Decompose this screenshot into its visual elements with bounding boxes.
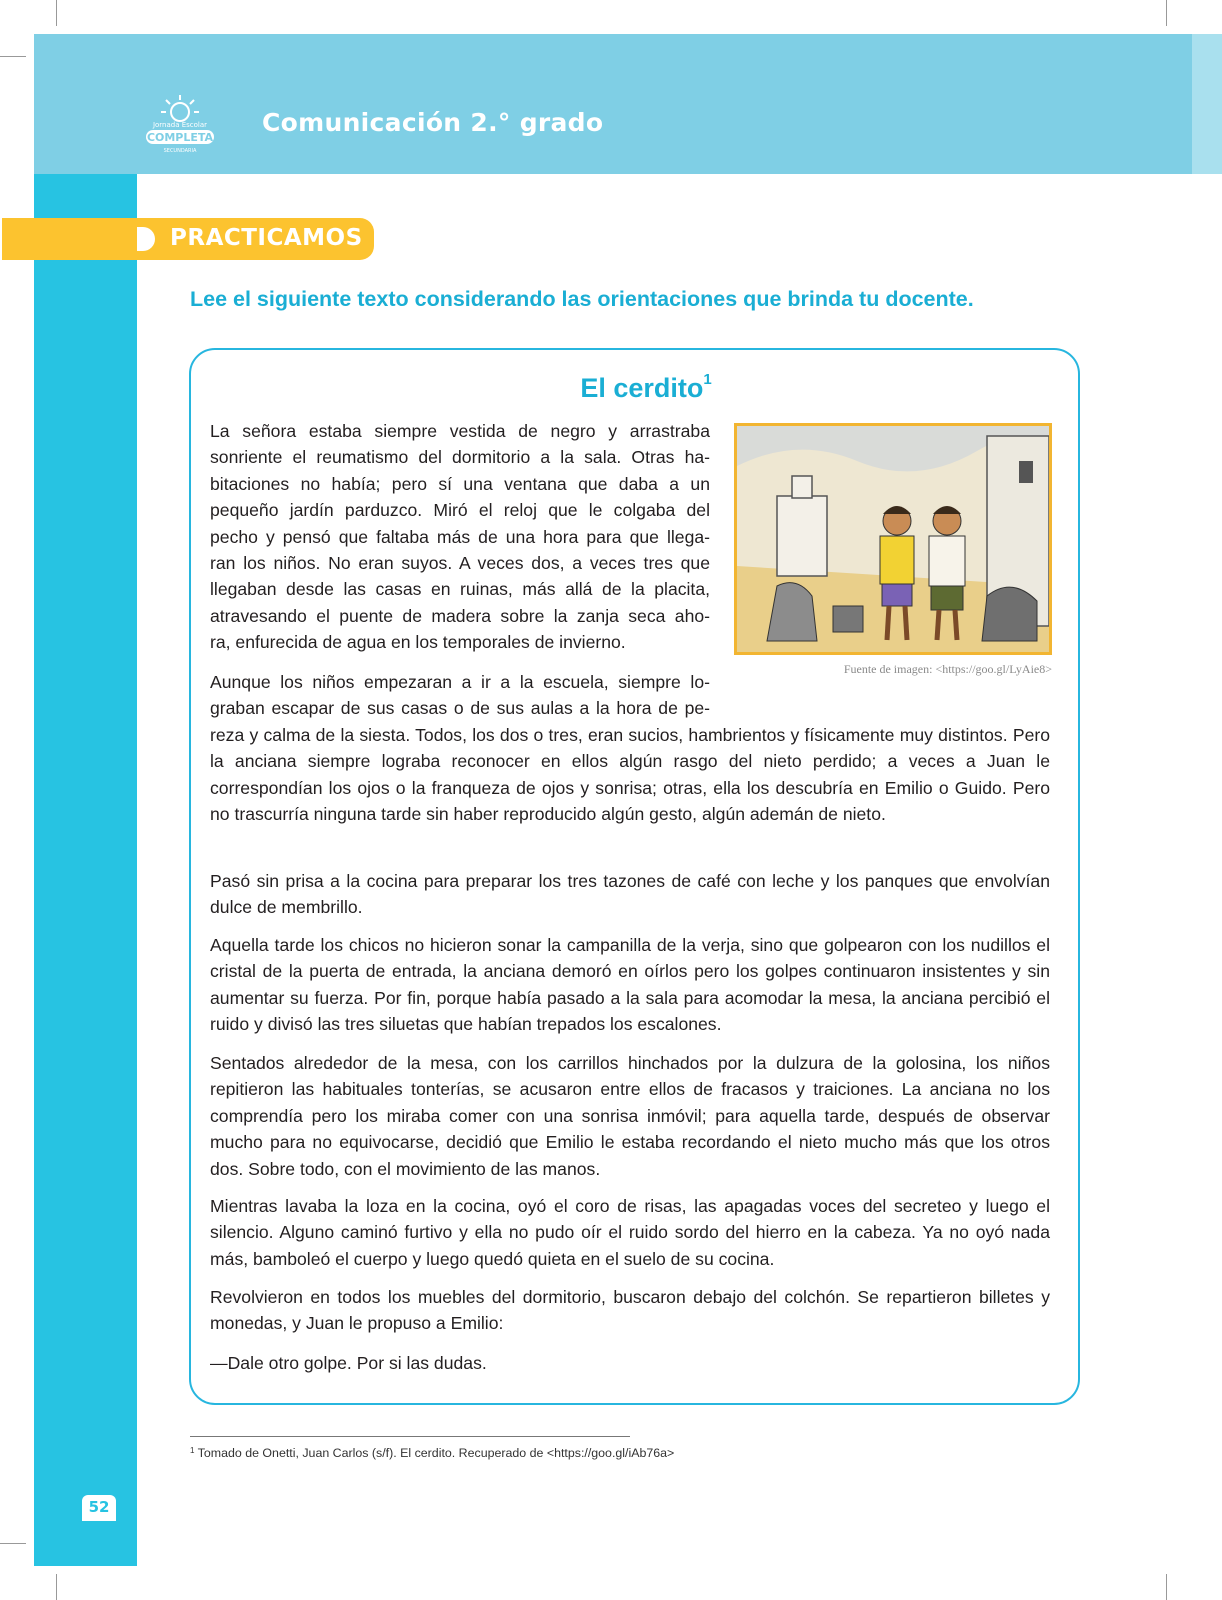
text-line: atravesando el puente de madera sobre la zanja seca aho- [210,605,710,626]
story-paragraph: Mientras lavaba la loza en la cocina, oyó el coro de risas, las apagadas voces del secreteo y luego el silencio. Alguno caminó furtivo y ella no pudo oír el ruido sordo del hierro en la cabeza. Ya no oyó nada más, bamboleó el cuerpo y luego quedó quieta en el suelo de su cocina. [210,1196,1050,1269]
footnote-number: 1 [190,1446,195,1455]
story-closing-line: —Dale otro golpe. Por si las dudas. [210,1353,487,1373]
story-paragraph: Aquella tarde los chicos no hicieron sonar la campanilla de la verja, sino que golpearon con los nudillos el cristal de la puerta de entrada, la anciana demoró en oírlos pero los golpes continuaron insistentes y sin aumentar su fuerza. Por fin, porque había pasado a la sala para acomodar la mesa, la anciana percibió el ruido y divisó las tres siluetas que habían trepados los escalones. [210,935,1050,1035]
svg-text:SECUNDARIA: SECUNDARIA [163,148,197,154]
story-paragraph: Revolvieron en todos los muebles del dormitorio, buscaron debajo del colchón. Se repartieron billetes y monedas, y Juan le propuso a Emilio: [210,1287,1050,1334]
svg-text:COMPLETA: COMPLETA [146,131,214,144]
footnote-divider [190,1436,630,1437]
text-line: bitaciones no había; pero sí una ventana que daba a un [210,473,710,494]
crop-mark [1166,0,1167,26]
jornada-escolar-logo [140,92,220,156]
svg-text:Jornada Escolar: Jornada Escolar [152,121,208,129]
story-paragraph: Pasó sin prisa a la cocina para preparar los tres tazones de café con leche y los panques que envolvían dulce de membrillo. [210,871,1050,918]
first-paragraph [210,418,710,656]
crop-mark [56,0,57,26]
image-caption: Fuente de imagen: <https://goo.gl/LyAie8> [843,662,1052,676]
crop-mark [0,1543,26,1544]
section-tab-label: PRACTICAMOS [170,225,363,251]
second-paragraph-start [210,669,710,722]
footnote-text: Tomado de Onetti, Juan Carlos (s/f). El cerdito. Recuperado de <https://goo.gl/iAb76a> [197,1446,675,1460]
story-paragraph: Sentados alrededor de la mesa, con los carrillos hinchados por la dulzura de la golosina, los niños repitieron las habituales tonterías, se acusaron entre ellos de fracasos y traiciones. La anciana no los comprendía pero los miraba comer con una sonrisa inmóvil; para aquella tarde, después de observar mucho para no equivocarse, decidió que Emilio le estaba recordando el nieto mucho más que los otros dos. Sobre todo, con el movimiento de las manos. [210,1053,1050,1179]
text-line: La señora estaba siempre vestida de negro y arrastraba [210,421,710,441]
footnote [190,1446,674,1460]
crop-mark [1166,1574,1167,1600]
text-line: ran los niños. No eran suyos. A veces dos, a veces tres que [210,553,710,574]
instruction-text: Lee el siguiente texto considerando las orientaciones que brinda tu docente. [190,287,974,311]
text-line: pequeño jardín parduzco. Miró el reloj que le colgaba del [210,500,710,521]
page-number: 52 [88,1498,110,1516]
text-line: llegaban desde las casas en ruinas, más allá de la placita, [210,579,710,600]
text-line: graban escapar de sus casas o de sus aulas a la hora de pe- [210,698,710,719]
text-line: ra, enfurecida de agua en los temporales de invierno. [210,632,626,653]
header-accent [1192,34,1222,174]
second-paragraph-rest: reza y calma de la siesta. Todos, los dos o tres, eran sucios, hambrientos y físicamente muy distintos. Pero la anciana siempre lograba reconocer en ellos algún rasgo del nieto perdido; a veces a Juan le correspondían los ojos o la franqueza de ojos y sonrisa; otras, ella los descubría en Emilio o Guido. Pero no trascurría ninguna tarde sin haber reproducido algún gesto, algún ademán de nieto. [210,725,1050,825]
header-title: Comunicación 2.° grado [262,108,604,137]
story-illustration [734,423,1052,655]
crop-mark [0,56,26,57]
text-line: pecho y pensó que faltaba más de una hora para que llega- [210,526,710,547]
crop-mark [56,1574,57,1600]
text-line: sonriente el reumatismo del dormitorio a la sala. Otras ha- [210,447,710,468]
text-line: Aunque los niños empezaran a ir a la escuela, siempre lo- [210,672,710,692]
story-title [0,373,1222,404]
footnote-ref: 1 [703,371,712,388]
story-title-text: El cerdito [580,373,704,403]
